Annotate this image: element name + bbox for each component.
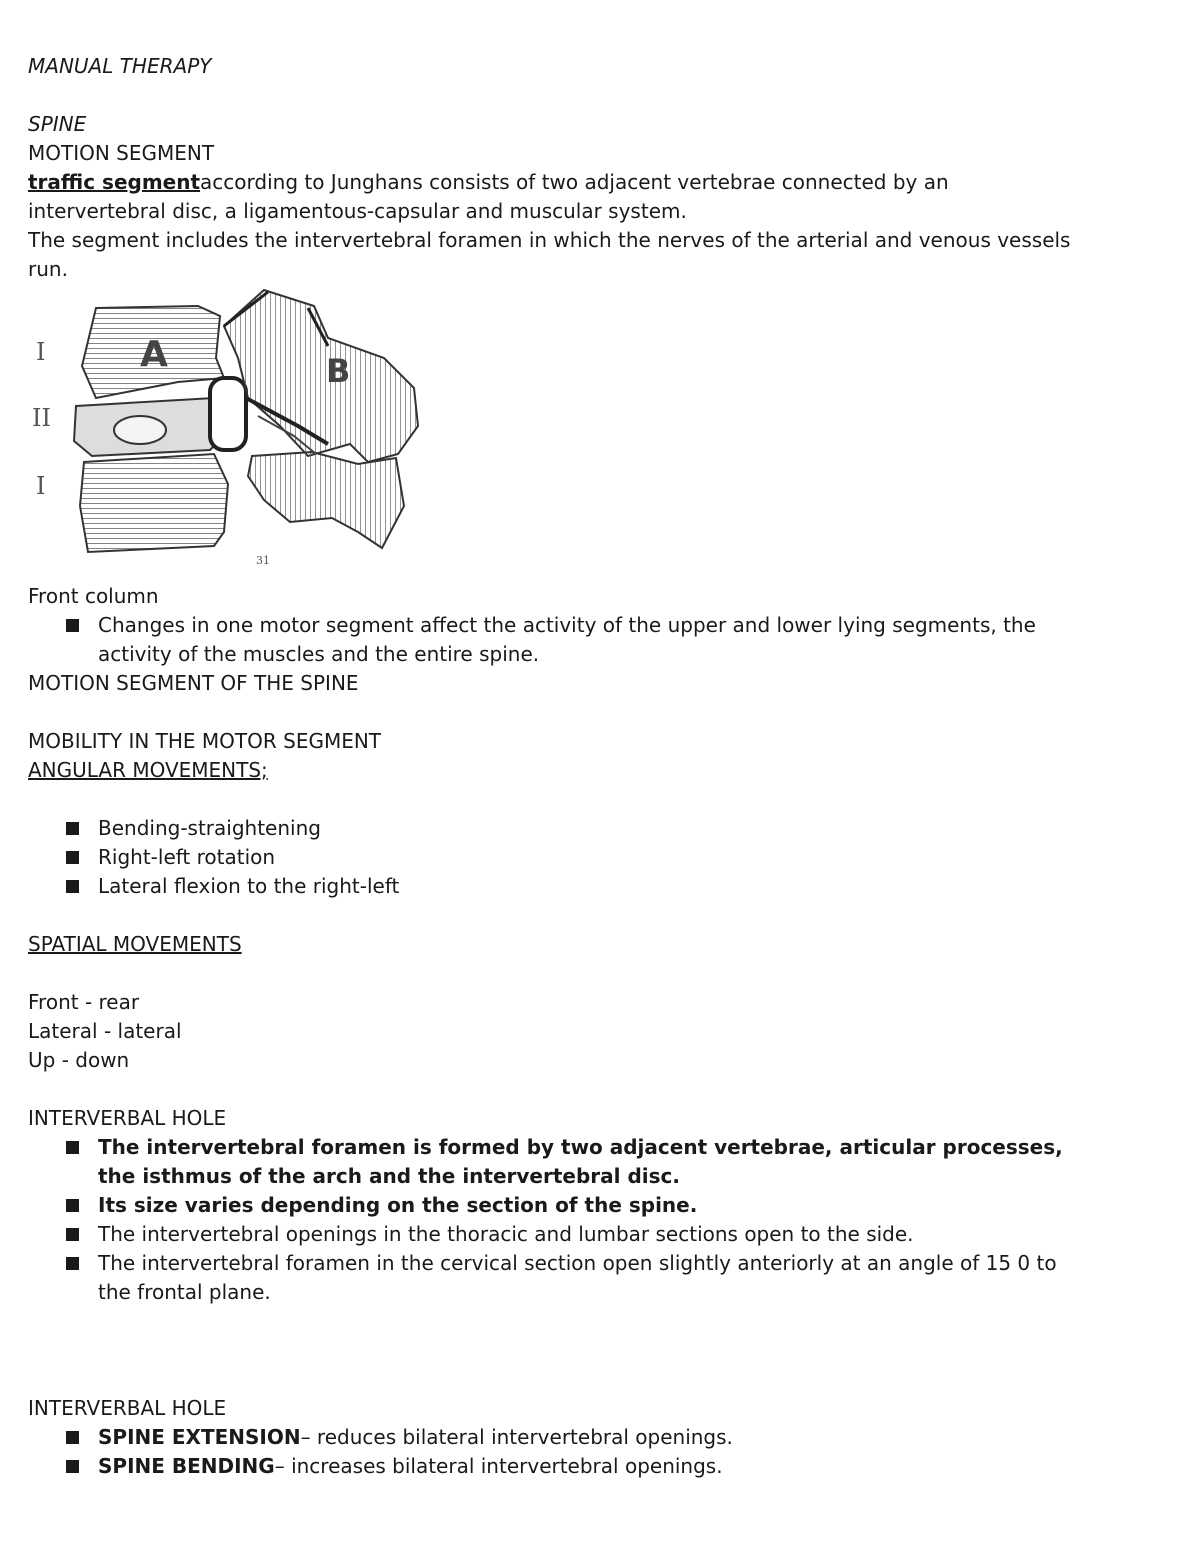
interverbal-hole-heading: INTERVERBAL HOLE (28, 1106, 227, 1130)
document-page (28, 52, 1158, 1481)
list-item: SPINE BENDING– increases bilateral intervertebral openings. (98, 1452, 1158, 1481)
spine-extension-term: SPINE EXTENSION (98, 1425, 301, 1449)
definition-line-2: intervertebral disc, a ligamentous-capsular and muscular system. (28, 199, 687, 223)
list-item: Lateral flexion to the right-left (98, 872, 1158, 901)
front-column-label: Front column (28, 584, 159, 608)
definition-line-4: run. (28, 257, 68, 281)
figure-number: 31 (256, 554, 270, 567)
definition-line-3: The segment includes the intervertebral foramen in which the nerves of the arterial and venous vessels (28, 228, 1071, 252)
spatial-item: Up - down (28, 1048, 130, 1072)
list-item: SPINE EXTENSION– reduces bilateral intervertebral openings. (98, 1423, 1158, 1452)
document-title: MANUAL THERAPY (28, 54, 212, 78)
figure-roman-top: I (36, 338, 46, 366)
term-traffic-segment: traffic segment (28, 170, 201, 194)
motion-segment-heading: MOTION SEGMENT (28, 141, 215, 165)
list-item: Its size varies depending on the section of the spine. (98, 1191, 1158, 1220)
figure-roman-mid: II (32, 404, 51, 432)
definition-text-1: according to Junghans consists of two adjacent vertebrae connected by an (200, 170, 949, 194)
list-item: The intervertebral foramen in the cervical section open slightly anteriorly at an angle of 15 0 to the frontal plane. (98, 1249, 1158, 1307)
spatial-item: Lateral - lateral (28, 1019, 182, 1043)
spatial-movements-heading: SPATIAL MOVEMENTS (28, 932, 242, 956)
vertebrae-illustration (28, 286, 428, 576)
list-item: The intervertebral openings in the thoracic and lumbar sections open to the side. (98, 1220, 1158, 1249)
angular-movements-heading: ANGULAR MOVEMENTS; (28, 758, 268, 782)
spine-segment-heading: MOTION SEGMENT OF THE SPINE (28, 671, 359, 695)
spine-bending-term: SPINE BENDING (98, 1454, 275, 1478)
definition-line-1 (28, 168, 1158, 197)
list-item: The intervertebral foramen is formed by two adjacent vertebrae, articular processes, the isthmus of the arch and the intervertebral disc. (98, 1133, 1158, 1191)
list-item: Right-left rotation (98, 843, 1158, 872)
figure-roman-bottom: I (36, 472, 46, 500)
interverbal-hole-heading-2: INTERVERBAL HOLE (28, 1396, 227, 1420)
interverbal-hole-list (28, 1133, 1158, 1307)
angular-movements-list (28, 814, 1158, 901)
front-column-list (28, 611, 1158, 669)
section-title: SPINE (28, 112, 87, 136)
list-item: Bending-straightening (98, 814, 1158, 843)
figure-label-a: A (140, 334, 168, 375)
spatial-item: Front - rear (28, 990, 140, 1014)
list-item: Changes in one motor segment affect the activity of the upper and lower lying segments, the activity of the muscles and the entire spine. (98, 611, 1158, 669)
spine-movement-list (28, 1423, 1158, 1481)
mobility-heading: MOBILITY IN THE MOTOR SEGMENT (28, 729, 382, 753)
motion-segment-figure (28, 286, 428, 576)
figure-label-b: B (326, 352, 351, 390)
